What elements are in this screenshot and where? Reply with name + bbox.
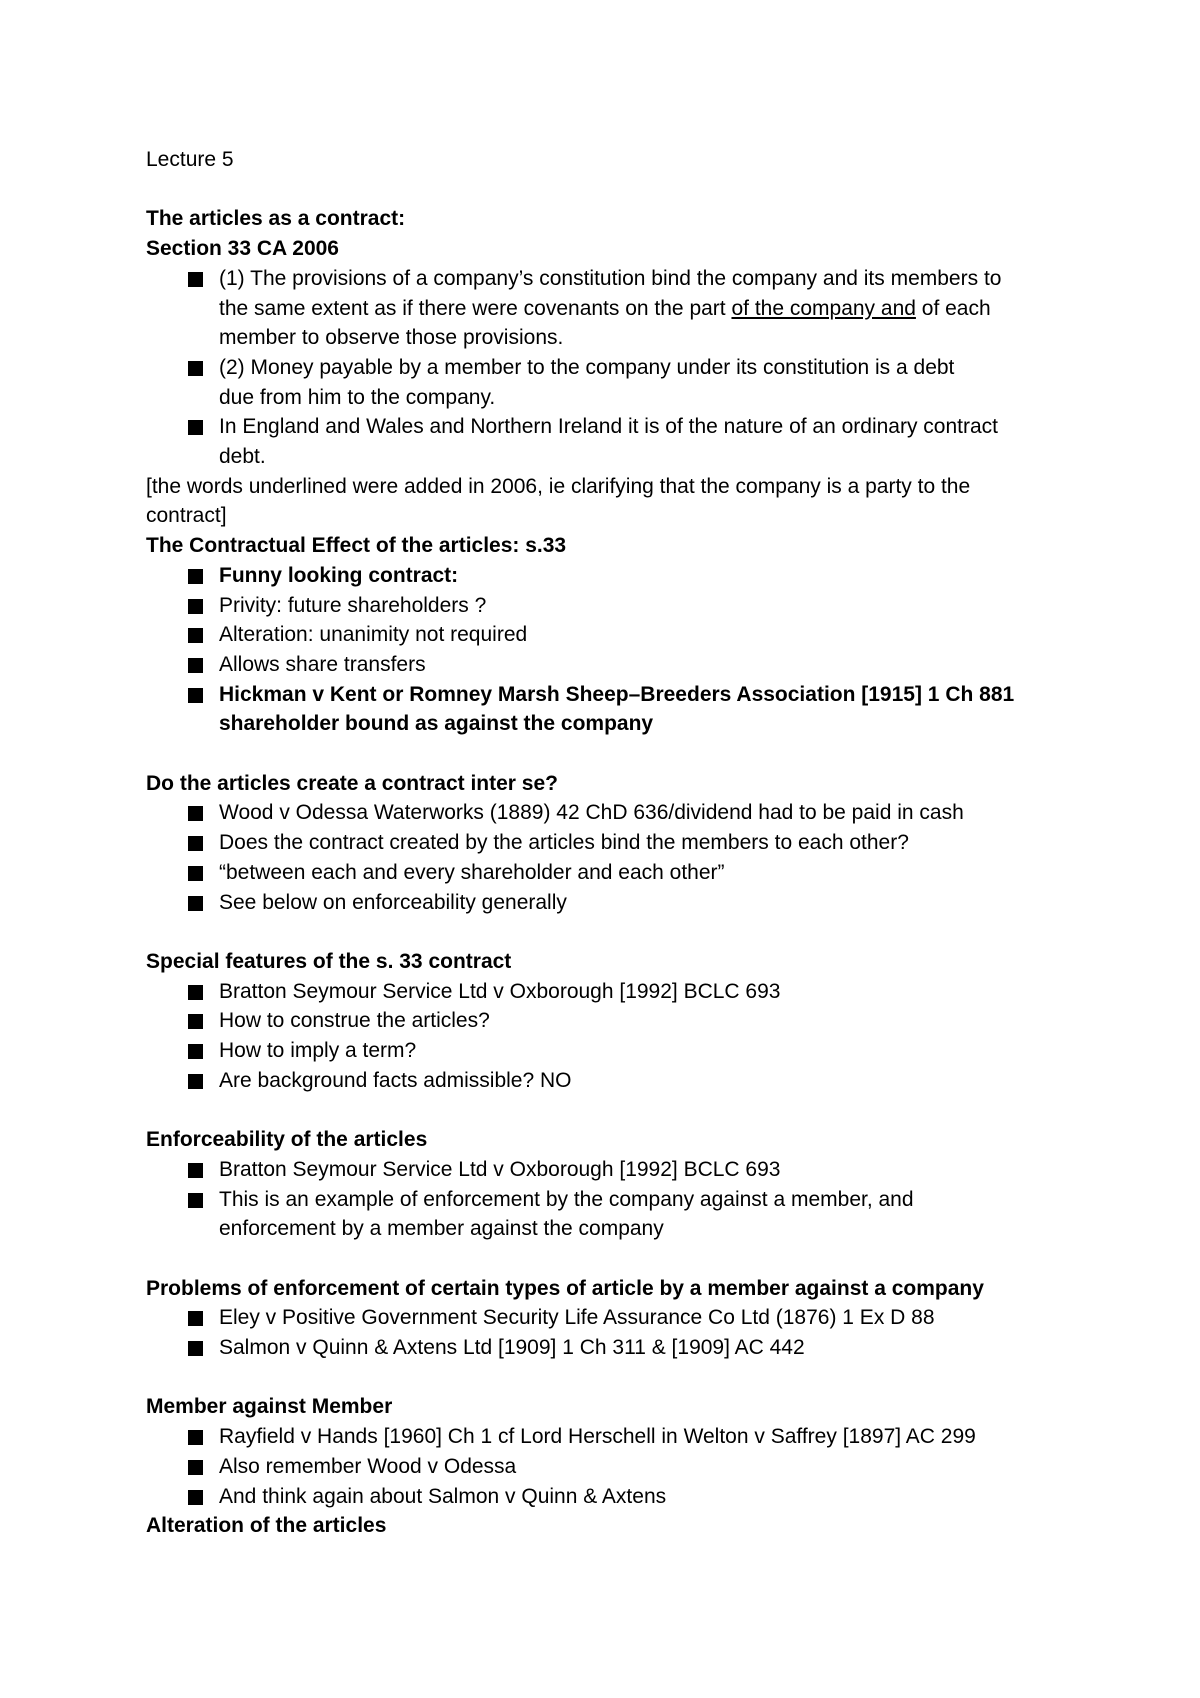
list-item: Alteration: unanimity not required xyxy=(146,620,1066,650)
section-heading-articles-contract: The articles as a contract: xyxy=(146,207,406,231)
section-heading-enforcement-problems: Problems of enforcement of certain types of article by a member against a company xyxy=(146,1276,984,1300)
list-item: Are background facts admissible? NO xyxy=(146,1066,1066,1096)
square-bullet-icon xyxy=(188,361,203,376)
square-bullet-icon xyxy=(188,1193,203,1208)
list-item: Allows share transfers xyxy=(146,650,1066,680)
section-heading-inter-se: Do the articles create a contract inter se? xyxy=(146,771,558,795)
list-item: Rayfield v Hands [1960] Ch 1 cf Lord Herschell in Welton v Saffrey [1897] AC 299 xyxy=(146,1422,1066,1452)
square-bullet-icon xyxy=(188,1341,203,1356)
underline-note: [the words underlined were added in 2006, ie clarifying that the company is a party to the xyxy=(146,474,971,498)
special-features-list xyxy=(146,977,1066,1096)
enforceability-list xyxy=(146,1155,1066,1244)
list-item: In England and Wales and Northern Ireland it is of the nature of an ordinary contract debt. xyxy=(146,412,1066,471)
square-bullet-icon xyxy=(188,896,203,911)
list-item: Hickman v Kent or Romney Marsh Sheep–Breeders Association [1915] 1 Ch 881 shareholder bound as against the company xyxy=(146,680,1066,739)
square-bullet-icon xyxy=(188,272,203,287)
square-bullet-icon xyxy=(188,628,203,643)
square-bullet-icon xyxy=(188,1074,203,1089)
member-against-member-list xyxy=(146,1422,1066,1511)
list-item: (2) Money payable by a member to the company under its constitution is a debt due from him to the company. xyxy=(146,353,1066,412)
square-bullet-icon xyxy=(188,599,203,614)
section-heading-enforceability: Enforceability of the articles xyxy=(146,1128,428,1152)
square-bullet-icon xyxy=(188,569,203,584)
section-heading-member-against-member: Member against Member xyxy=(146,1395,393,1419)
section-heading-special-features: Special features of the s. 33 contract xyxy=(146,949,512,973)
list-item: How to construe the articles? xyxy=(146,1006,1066,1036)
list-item: Wood v Odessa Waterworks (1889) 42 ChD 636/dividend had to be paid in cash xyxy=(146,798,1066,828)
inter-se-list xyxy=(146,798,1066,917)
square-bullet-icon xyxy=(188,1490,203,1505)
square-bullet-icon xyxy=(188,985,203,1000)
contractual-effect-list xyxy=(146,561,1066,739)
square-bullet-icon xyxy=(188,1460,203,1475)
square-bullet-icon xyxy=(188,1311,203,1326)
square-bullet-icon xyxy=(188,866,203,881)
list-item: See below on enforceability generally xyxy=(146,888,1066,918)
list-item: Bratton Seymour Service Ltd v Oxborough [1992] BCLC 693 xyxy=(146,977,1066,1007)
square-bullet-icon xyxy=(188,806,203,821)
square-bullet-icon xyxy=(188,1014,203,1029)
list-item: “between each and every shareholder and each other” xyxy=(146,858,1066,888)
underlined-text: of the company and xyxy=(731,296,916,320)
list-item: Does the contract created by the articles bind the members to each other? xyxy=(146,828,1066,858)
enforcement-problems-list xyxy=(146,1303,1066,1362)
list-item: Eley v Positive Government Security Life Assurance Co Ltd (1876) 1 Ex D 88 xyxy=(146,1303,1066,1333)
underline-note-continued: contract] xyxy=(146,504,227,528)
list-item: This is an example of enforcement by the company against a member, and enforcement by a member against the company xyxy=(146,1185,1066,1244)
square-bullet-icon xyxy=(188,658,203,673)
square-bullet-icon xyxy=(188,688,203,703)
list-item: Privity: future shareholders ? xyxy=(146,591,1066,621)
document-body xyxy=(146,145,1066,1541)
section-heading-contractual-effect: The Contractual Effect of the articles: s.33 xyxy=(146,534,567,558)
section-heading-alteration: Alteration of the articles xyxy=(146,1514,387,1538)
list-item: (1) The provisions of a company’s constitution bind the company and its members to the same extent as if there were covenants on the part of the company and of each member to observe those provisions. xyxy=(146,264,1066,353)
square-bullet-icon xyxy=(188,1044,203,1059)
list-item: Salmon v Quinn & Axtens Ltd [1909] 1 Ch 311 & [1909] AC 442 xyxy=(146,1333,1066,1363)
square-bullet-icon xyxy=(188,1163,203,1178)
list-item: How to imply a term? xyxy=(146,1036,1066,1066)
square-bullet-icon xyxy=(188,420,203,435)
square-bullet-icon xyxy=(188,836,203,851)
square-bullet-icon xyxy=(188,1430,203,1445)
list-item: Bratton Seymour Service Ltd v Oxborough [1992] BCLC 693 xyxy=(146,1155,1066,1185)
list-item: Also remember Wood v Odessa xyxy=(146,1452,1066,1482)
s33-provisions-list xyxy=(146,264,1066,472)
lecture-title: Lecture 5 xyxy=(146,148,234,171)
list-item: And think again about Salmon v Quinn & Axtens xyxy=(146,1482,1066,1512)
list-item: Funny looking contract: xyxy=(146,561,1066,591)
section-subheading-s33: Section 33 CA 2006 xyxy=(146,237,339,261)
